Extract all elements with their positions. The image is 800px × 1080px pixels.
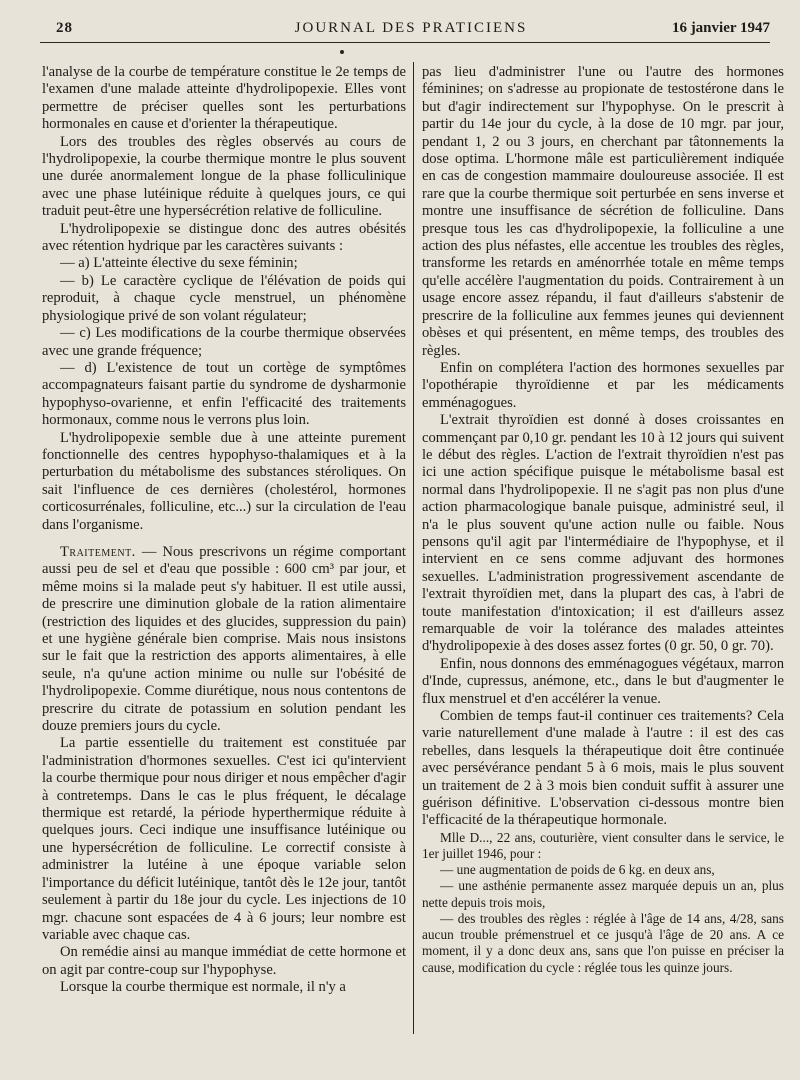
section-label: Traitement. xyxy=(60,543,136,560)
column-divider xyxy=(413,62,414,1034)
paragraph: L'hydrolipopexie semble due à une atteinte purement fonctionnelle des centres hypophyso-thalamiques et à la perturbation du métabolisme des substances stéroliques. On sait l'influence de ces dernières (cholestérol, hormones corticosurrénales, folliculine, etc...) sur la circulation de l'eau dans l'organisme. xyxy=(42,429,406,533)
case-intro: Mlle D..., 22 ans, couturière, vient consulter dans le service, le 1er juillet 1946, pour : xyxy=(422,829,784,862)
paragraph: On remédie ainsi au manque immédiat de cette hormone et on agit par contre-coup sur l'hypophyse. xyxy=(42,944,406,978)
list-item: — c) Les modifications de la courbe thermique observées avec une grande fréquence; xyxy=(42,325,406,359)
paragraph: pas lieu d'administrer l'une ou l'autre des hormones féminines; on s'adresse au propionate de testostérone dans le but d'agir indirectement sur l'hypophyse. On le prescrit à partir du 14e jour du cycle, à la dose de 10 mgr. par jour, pendant 1, 2 ou 3 jours, en cherchant par tâtonnements la dose optima. L'hormone mâle est particulièrement indiquée en cas de congestion mammaire douloureuse associée. Il est rare que la courbe thermique soit perturbée en sens inverse et montre une insuffisance de sécrétion de folliculine. Dans presque tous les cas d'hydrolipopexie, la folliculine a une action des plus néfastes, elle accentue les troubles des règles, transforme les retards en aménorrhée totale en même temps qu'elle accélère l'augmentation du poids. Contrairement à un usage encore assez répandu, il faut d'ailleurs s'abstenir de prescrire de la folliculine aux femmes jeunes qui deviennent obèses et qui présentent, en même temps, des troubles des règles. xyxy=(422,64,784,359)
case-item: — des troubles des règles : réglée à l'âge de 14 ans, 4/28, sans aucun trouble prémenstruel et ce jusqu'à l'âge de 20 ans. A ce moment, il y a donc deux ans, sans que l'on puisse en préciser la cause, modification du cycle : réglée tous les quinze jours. xyxy=(422,910,784,975)
paragraph: l'analyse de la courbe de température constitue le 2e temps de l'examen d'une malade atteinte d'hydrolipopexie. Elles vont permettre de préciser quelles sont les perturbations hormonales en cause et d'orienter la thérapeutique. xyxy=(42,64,406,133)
paragraph: L'hydrolipopexie se distingue donc des autres obésités avec rétention hydrique par les caractères suivants : xyxy=(42,220,406,255)
paragraph: Lors des troubles des règles observés au cours de l'hydrolipopexie, la courbe thermique montre le plus souvent une durée anormalement longue de la phase folliculinique avec une phase lutéinique réduite à quelques jours, ce qui traduit peut-être une hypersécrétion relative de folliculine. xyxy=(42,133,406,220)
right-column xyxy=(422,64,784,1064)
list-item: — b) Le caractère cyclique de l'élévation de poids qui reproduit, à chaque cycle menstruel, un phénomène physiologique privé de son volant régulateur; xyxy=(42,272,406,324)
page-number: 28 xyxy=(56,20,73,36)
paragraph-text: — Nous prescrivons un régime comportant aussi peu de sel et d'eau que possible : 600 cm³ par jour, et même moins si la malade peut s'y habituer. Il est utile aussi, de prescrire une diminution globale de la ration alimentaire (restriction des liquides et des glucides, suppression du pain) et une hygiène générale bien comprise. Mais nous insistons sur le fait que la restriction des apports alimentaires, à elle seule, n'a qu'une action minime ou nulle sur l'obésité de l'hydrolipopexie. Comme diurétique, nous nous contentons de prescrire du citrate de potassium en solution pendant les douze premiers jours du cycle. xyxy=(42,543,406,735)
paragraph xyxy=(42,544,406,735)
left-column xyxy=(42,64,406,1064)
journal-title: JOURNAL DES PRATICIENS xyxy=(294,20,528,36)
paragraph: L'extrait thyroïdien est donné à doses croissantes en commençant par 0,10 gr. pendant les 10 à 12 jours qui suivent le début des règles. L'action de l'extrait thyroïdien n'est pas ici une action spécifique puisque le métabolisme basal est normal dans l'hydrolipopexie. Il ne s'agit pas non plus d'une action pharmacologique banale puisque, administré seul, il n'a le plus souvent qu'une action nulle ou faible. Nous pensons qu'il agit par l'intermédiaire de l'hypophyse, et il intervient en ce sens comme adjuvant des hormones sexuelles. L'administration progressivement ascendante de l'extrait thyroïdien met, dans la plupart des cas, à l'abri de toute manifestation d'intoxication; il est d'ailleurs assez remarquable de voir la tolérance des malades atteintes d'hydrolipopexie à des doses assez fortes (0 gr. 50, 0 gr. 70). xyxy=(422,412,784,655)
paragraph: Enfin on complétera l'action des hormones sexuelles par l'opothérapie thyroïdienne et par les médicaments emménagogues. xyxy=(422,359,784,411)
ornament-dot xyxy=(340,50,344,54)
issue-date: 16 janvier 1947 xyxy=(671,20,770,36)
paragraph: Combien de temps faut-il continuer ces traitements? Cela varie naturellement d'une malade à l'autre : il est des cas rebelles, dans lesquels la thérapeutique doit être continuée avec persévérance pendant 5 à 6 mois, mais le plus souvent un traitement de 2 à 3 mois bien conduit suffit à assurer une guérison définitive. L'observation ci-dessous montre bien l'efficacité de la thérapeutique hormonale. xyxy=(422,708,784,829)
case-report xyxy=(422,830,784,976)
paragraph: Lorsque la courbe thermique est normale, il n'y a xyxy=(60,979,346,996)
paragraph: La partie essentielle du traitement est constituée par l'administration d'hormones sexuelles. C'est ici qu'intervient la courbe thermique pour nous diriger et nous empêcher d'agir à contretemps. Dans le cas le plus fréquent, le décalage thermique est retardé, la période hyperthermique réduite à quelques jours. Ceci indique une insuffisance lutéinique ou une hypersécrétion de folliculine. Le correctif consiste à administrer la lutéine à une époque variable selon l'importance du déficit lutéinique, tantôt dès le 12e jour, tantôt seulement à partir du 18e jour du cycle. Les injections de 10 mgr. chacune sont espacées de 4 à 6 jours; leur nombre est variable avec chaque cas. xyxy=(42,735,406,943)
case-item: — une asthénie permanente assez marquée depuis un an, plus nette depuis trois mois, xyxy=(422,878,784,910)
header-rule xyxy=(40,42,770,43)
case-item: — une augmentation de poids de 6 kg. en deux ans, xyxy=(440,862,715,878)
page-header xyxy=(52,14,770,38)
list-item: — d) L'existence de tout un cortège de symptômes accompagnateurs faisant partie du syndrome de dysharmonie hypophyso-ovarienne, et enfin l'efficacité des traitements hormonaux, comme nous le verrons plus loin. xyxy=(42,359,406,429)
list-item: — a) L'atteinte élective du sexe féminin; xyxy=(60,255,298,272)
paragraph: Enfin, nous donnons des emménagogues végétaux, marron d'Inde, cupressus, anémone, etc., dans le but d'augmenter le flux menstruel et d'en accélérer la venue. xyxy=(422,655,784,707)
